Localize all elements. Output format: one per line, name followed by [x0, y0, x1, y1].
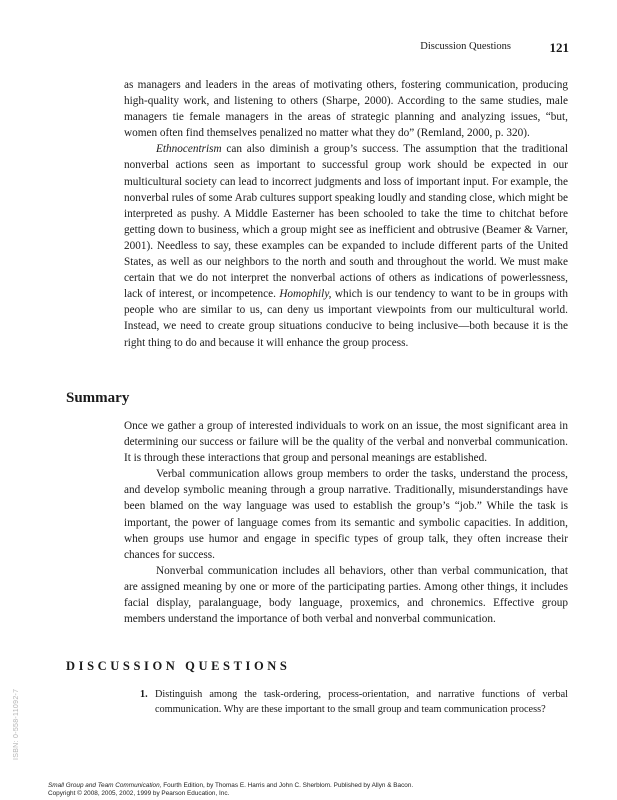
intro-body — [124, 77, 568, 351]
page-number: 121 — [549, 40, 569, 55]
running-head — [0, 41, 617, 55]
intro-paragraph-2-part-b: which is our tendency to want to be in groups with people who are similar to us, can deny us important viewpoints from our multicultural world. Instead, we need to create group situations conducive to being inclusive—both because it is the right thing to do and because it will enhance the group process. — [124, 288, 569, 349]
intro-paragraph-2 — [124, 141, 568, 350]
summary-paragraph-2: Verbal communication allows group members to order the tasks, understand the process, and develop symbolic meaning through a group narrative. Traditionally, misunderstandings have been blamed on the way language was used to establish the group’s “job.” While the task is important, the power of language comes from its semantic and symbolic capacities. In addition, when groups use humor and engage in specific types of group talk, they often increase their chances for success. — [124, 468, 568, 561]
side-isbn: ISBN: 0-558-11092-7 — [13, 688, 20, 760]
discussion-question-1 — [140, 687, 568, 718]
footer-line-1-rest: Fourth Edition, by Thomas E. Harris and John C. Sherblom. Published by Allyn & Bacon. — [161, 782, 414, 789]
summary-body — [124, 418, 568, 627]
running-head-title: Discussion Questions — [420, 41, 511, 52]
discussion-questions-heading: DISCUSSION QUESTIONS — [66, 659, 291, 673]
discussion-questions-list — [140, 687, 568, 718]
summary-paragraph-3: Nonverbal communication includes all behaviors, other than verbal communication, that are assigned meaning by one or more of the participating parties. Among other things, it includes facial display, paralanguage, body language, proxemics, and chronemics. Effective group members understand the importance of both verbal and nonverbal communication. — [124, 564, 568, 626]
footer-book-title: Small Group and Team Communication, — [48, 782, 162, 789]
question-text: Distinguish among the task-ordering, process-orientation, and narrative functions of verbal communication. Why are these important to the small group and team communication process? — [155, 689, 568, 716]
intro-paragraph-1: as managers and leaders in the areas of motivating others, fostering communication, producing high-quality work, and listening to others (Sharpe, 2000). According to the same studies, male managers tie female managers in the areas of strategic planning and analyzing issues, “but, women often find themselves penalized no matter what they do” (Remland, 2000, p. 320). — [124, 79, 568, 140]
footer — [48, 782, 413, 799]
footer-line-2: Copyright © 2008, 2005, 2002, 1999 by Pearson Education, Inc. — [48, 790, 230, 798]
summary-paragraph-1: Once we gather a group of interested individuals to work on an issue, the most significant area in determining our success or failure will be the quality of the verbal and nonverbal communication. It is through these interactions that group and personal meanings are established. — [124, 420, 568, 465]
term-homophily: Homophily, — [279, 288, 332, 301]
question-number: 1. — [140, 689, 148, 700]
term-ethnocentrism: Ethnocentrism — [156, 143, 222, 156]
summary-heading: Summary — [66, 390, 130, 406]
intro-paragraph-2-part-a: can also diminish a group’s success. The assumption that the traditional nonverbal actions seen as important to successful group work should be expected in our multicultural society can lead to incorrect judgments and loss of important input. For example, the nonverbal rules of some Arab cultures support speaking loudly and standing close, which might be interpreted as pushy. A Middle Easterner has been schooled to take the time to chitchat before getting down to business, which a group might see as inefficient and obtrusive (Beamer & Varner, 2001). Needless to say, these examples can be expanded to include different parts of the United States, as well as our neighbors to the north and south and throughout the world. We must make certain that we do not interpret the nonverbal actions of others as indications of powerlessness, lack of interest, or incompetence. — [124, 143, 568, 301]
